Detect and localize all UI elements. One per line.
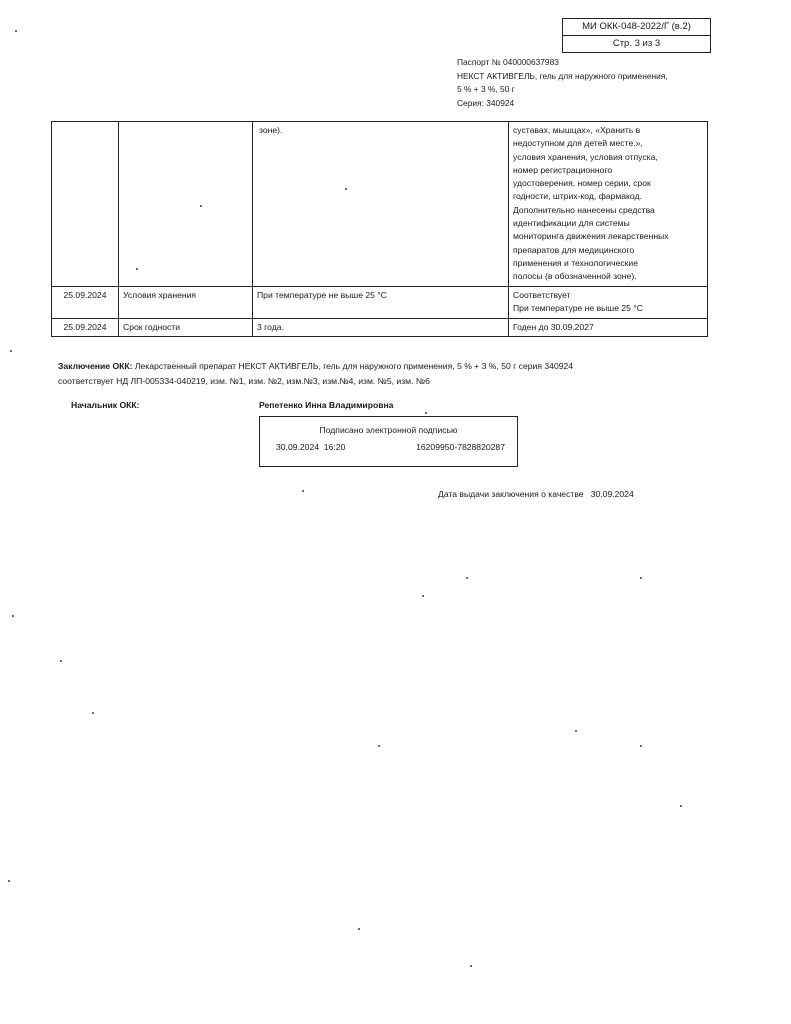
electronic-signature-box	[259, 416, 518, 467]
result-continuation-cell	[509, 122, 708, 287]
conclusion	[58, 359, 573, 389]
scan-speck	[466, 577, 468, 579]
head-name: Репетенко Инна Владимировна	[259, 400, 394, 410]
conclusion-label: Заключение ОКК:	[58, 361, 133, 371]
parameter-requirement: При температуре не выше 25 °С	[253, 287, 509, 319]
table-cell	[253, 122, 509, 287]
scan-speck	[640, 577, 642, 579]
product-name: НЕКСТ АКТИВГЕЛЬ, гель для наружного применения,	[457, 70, 668, 81]
parameter-name: Условия хранения	[119, 287, 253, 319]
parameter-result	[509, 287, 708, 319]
table-row	[52, 287, 708, 319]
parameter-result: Годен до 30.09.2027	[509, 318, 708, 336]
table-row	[52, 318, 708, 336]
conclusion-line: соответствует НД ЛП-005334-040219, изм. №1, изм. №2, изм.№3, изм.№4, изм. №5, изм. №6	[58, 376, 430, 386]
issue-date: Дата выдачи заключения о качестве 30.09.2024	[438, 489, 634, 499]
scan-speck	[575, 730, 577, 732]
page-number: Стр. 3 из 3	[563, 35, 710, 52]
result-line: идентификации для системы	[513, 218, 630, 229]
scan-speck	[302, 490, 304, 492]
result-line: Дополнительно нанесены средства	[513, 204, 655, 215]
scan-speck	[15, 30, 17, 32]
signature-title: Подписано электронной подписью	[319, 425, 458, 435]
result-line: мониторинга движения лекарственных	[513, 231, 669, 242]
scan-speck	[422, 595, 424, 597]
head-label: Начальник ОКК:	[71, 400, 140, 410]
signature-datetime: 30.09.2024 16:20	[276, 442, 346, 452]
table-row	[52, 122, 708, 287]
test-date: 25.09.2024	[52, 287, 119, 319]
result-line: полосы (в обозначенной зоне).	[513, 271, 637, 282]
passport-header	[457, 56, 668, 110]
scan-speck	[378, 745, 380, 747]
result-line: номер регистрационного	[513, 164, 613, 175]
document-code-box	[562, 18, 711, 53]
scan-speck	[10, 350, 12, 352]
result-line: Соответствует	[513, 290, 571, 300]
parameter-name: Срок годности	[119, 318, 253, 336]
scan-speck	[12, 615, 14, 617]
scan-speck	[358, 928, 360, 930]
scan-speck	[680, 805, 682, 807]
scan-speck	[470, 965, 472, 967]
batch-number: Серия: 340924	[457, 97, 515, 108]
parameter-requirement: 3 года.	[253, 318, 509, 336]
test-date: 25.09.2024	[52, 318, 119, 336]
result-line: препаратов для медицинского	[513, 244, 635, 255]
scan-speck	[640, 745, 642, 747]
conclusion-line	[58, 359, 573, 374]
scan-speck	[200, 205, 202, 207]
product-dosage: 5 % + 3 %, 50 г	[457, 84, 515, 94]
result-line: При температуре не выше 25 °С	[513, 303, 643, 314]
table-cell	[52, 122, 119, 287]
requirement-continuation: зоне).	[259, 125, 283, 135]
table-cell	[119, 122, 253, 287]
result-line: применения и технологические	[513, 257, 639, 268]
scan-speck	[136, 268, 138, 270]
result-line: годности, штрих-код, фармакод.	[513, 191, 642, 202]
document-code: МИ ОКК-048-2022/Г (в.2)	[582, 21, 691, 32]
scan-speck	[345, 188, 347, 190]
conclusion-text: Лекарственный препарат НЕКСТ АКТИВГЕЛЬ, гель для наружного применения, 5 % + 3 %, 50 г серия 340924	[132, 361, 574, 371]
result-line: условия хранения, условия отпуска,	[513, 151, 658, 162]
result-line: недоступном для детей месте.»,	[513, 138, 643, 149]
quality-table	[51, 121, 708, 337]
signature-certificate-number: 16209950-7828820287	[416, 442, 505, 452]
scan-speck	[92, 712, 94, 714]
result-line: удостоверения, номер серии, срок	[513, 178, 651, 189]
scan-speck	[8, 880, 10, 882]
scan-speck	[60, 660, 62, 662]
passport-number: Паспорт № 040000637983	[457, 57, 559, 67]
scan-speck	[425, 412, 427, 414]
result-line: суставах, мышцах», «Хранить в	[513, 125, 641, 135]
